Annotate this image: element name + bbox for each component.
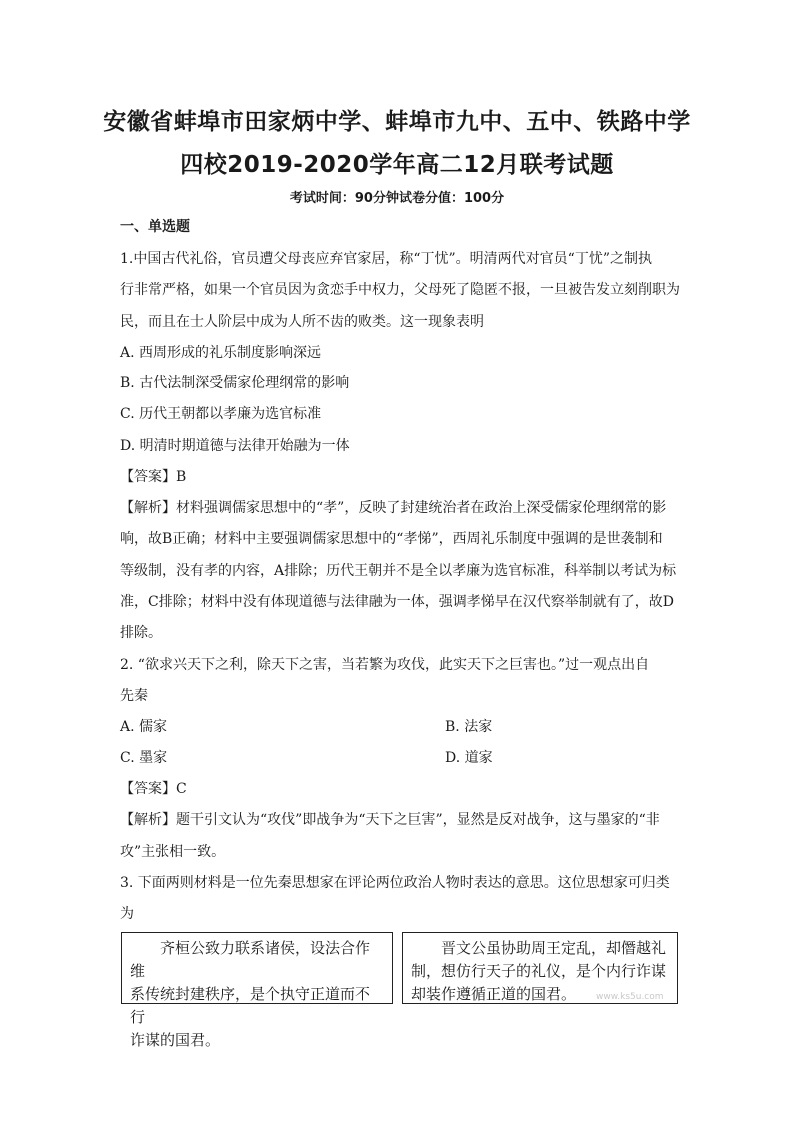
q1-stem-line: 行非常严格，如果一个官员因为贪恋手中权力，父母死了隐匿不报，一旦被告发立刻削职为 [120, 282, 680, 298]
q1-analysis-line: 排除。 [120, 625, 162, 641]
q1-stem-line: 民，而且在士人阶层中成为人所不齿的败类。这一现象表明 [120, 314, 484, 330]
q3-stem-line: 为 [120, 906, 134, 922]
q2-analysis-line: 攻”主张相一致。 [120, 844, 226, 860]
box-left-line: 诈谋的国君。 [130, 1031, 221, 1049]
box-left-line: 齐桓公致力联系诸侯，设法合作维 [130, 939, 371, 980]
box-right-line: 晋文公虽协助周王定乱，却僭越礼 [441, 939, 667, 957]
box-right-line: 却装作遵循正道的国君。 [411, 985, 577, 1003]
q1-option-d: D. 明清时期道德与法律开始融为一体 [120, 438, 350, 454]
q1-option-c: C. 历代王朝都以孝廉为选官标准 [120, 406, 322, 422]
q3-stem-line: 3. 下面两则材料是一位先秦思想家在评论两位政治人物时表达的意思。这位思想家可归类 [120, 875, 670, 891]
box-left-line: 系传统封建秩序，是个执守正道而不行 [130, 985, 371, 1026]
q2-stem-line: 先秦 [120, 688, 148, 704]
q2-option-c: C. 墨家 [120, 750, 168, 766]
exam-title-line2: 四校2019-2020学年高二12月联考试题 [180, 152, 614, 178]
q1-stem-line: 1.中国古代礼俗，官员遭父母丧应弃官家居，称“丁忧”。明清两代对官员“丁忧”之制执 [120, 251, 652, 267]
watermark: www.ks5u.com [596, 992, 664, 1002]
q2-option-d: D. 道家 [445, 750, 493, 766]
q2-answer: 【答案】C [120, 781, 187, 797]
q3-material-box-left [121, 932, 393, 1049]
q2-analysis-line: 【解析】题干引文认为“攻伐”即战争为“天下之巨害”，显然是反对战争，这与墨家的“非 [120, 812, 660, 828]
q1-option-b: B. 古代法制深受儒家伦理纲常的影响 [120, 375, 350, 391]
box-right-line: 制，想仿行天子的礼仪，是个内行诈谋 [411, 962, 667, 980]
q1-analysis-line: 响，故B正确；材料中主要强调儒家思想中的“孝悌”，西周礼乐制度中强调的是世袭制和 [120, 531, 663, 547]
q2-stem-line: 2. “欲求兴天下之利，除天下之害，当若繁为攻伐，此实天下之巨害也。”过一观点出自 [120, 657, 650, 673]
exam-title-line1: 安徽省蚌埠市田家炳中学、蚌埠市九中、五中、铁路中学 [103, 109, 691, 135]
q1-option-a: A. 西周形成的礼乐制度影响深远 [120, 345, 322, 361]
q1-analysis-line: 【解析】材料强调儒家思想中的“孝”，反映了封建统治者在政治上深受儒家伦理纲常的影 [120, 500, 667, 516]
q1-analysis-line: 等级制，没有孝的内容，A排除；历代王朝并不是全以孝廉为选官标准，科举制以考试为标 [120, 563, 677, 579]
q2-option-b: B. 法家 [445, 719, 493, 735]
q2-option-a: A. 儒家 [120, 719, 168, 735]
q1-analysis-line: 准，C排除；材料中没有体现道德与法律融为一体，强调孝悌早在汉代察举制就有了，故D [120, 594, 674, 610]
section-heading: 一、单选题 [120, 219, 190, 235]
exam-info: 考试时间：90分钟试卷分值：100分 [289, 191, 505, 206]
q1-answer: 【答案】B [120, 469, 187, 485]
